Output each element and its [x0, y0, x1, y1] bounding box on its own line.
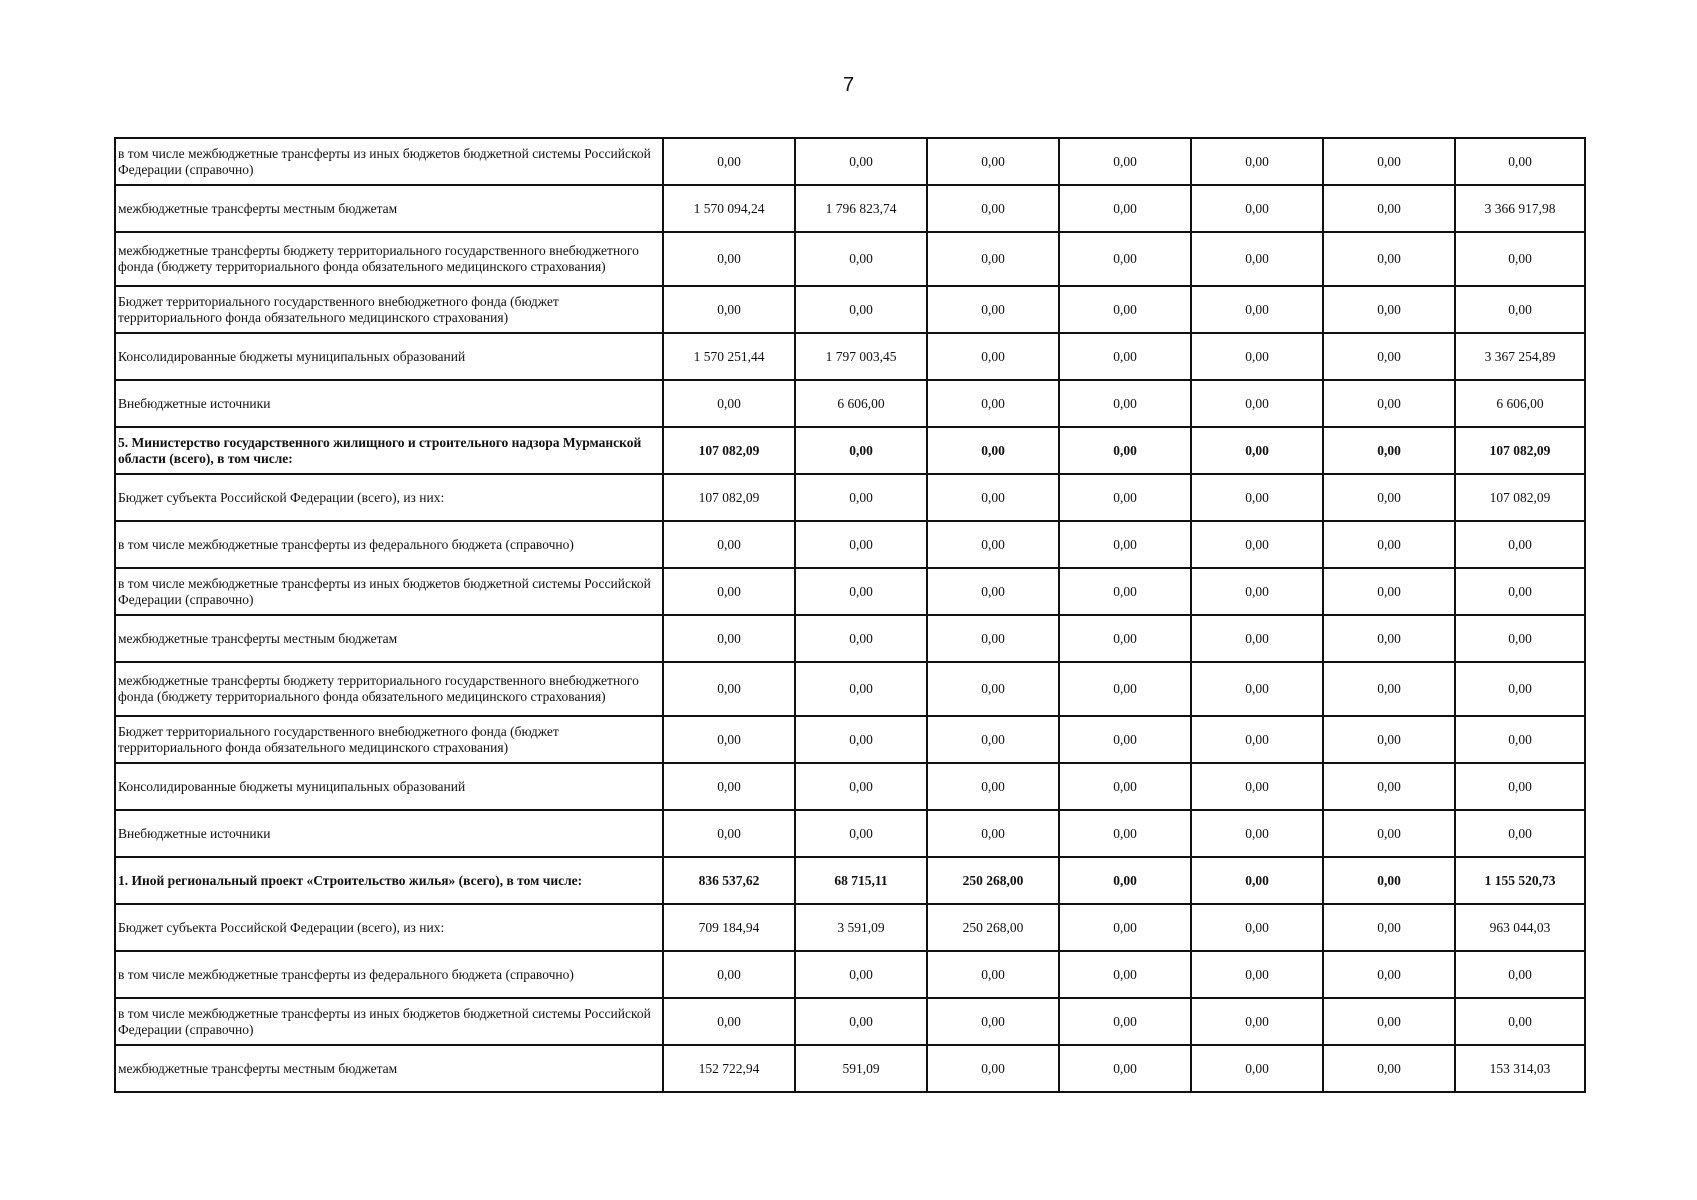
table-row	[115, 662, 1585, 716]
value-cell: 0,00	[1059, 521, 1191, 568]
value-cell: 0,00	[1059, 185, 1191, 232]
value-cell: 0,00	[1191, 1045, 1323, 1092]
value-cell: 0,00	[1323, 427, 1455, 474]
value-cell: 1 570 094,24	[663, 185, 795, 232]
value-cell: 0,00	[795, 951, 927, 998]
table-row	[115, 810, 1585, 857]
value-cell: 0,00	[927, 474, 1059, 521]
value-cell: 107 082,09	[663, 474, 795, 521]
value-cell: 0,00	[1191, 810, 1323, 857]
value-cell: 0,00	[1455, 286, 1585, 333]
value-cell: 0,00	[1059, 904, 1191, 951]
row-label: в том числе межбюджетные трансферты из иных бюджетов бюджетной системы Российской Федерации (справочно)	[115, 138, 663, 185]
value-cell: 0,00	[663, 951, 795, 998]
value-cell: 0,00	[927, 232, 1059, 286]
value-cell: 0,00	[1323, 521, 1455, 568]
value-cell: 0,00	[1323, 904, 1455, 951]
table-row	[115, 568, 1585, 615]
table-row	[115, 857, 1585, 904]
value-cell: 0,00	[1455, 521, 1585, 568]
table-row	[115, 1045, 1585, 1092]
value-cell: 0,00	[663, 380, 795, 427]
table-body	[115, 138, 1585, 1092]
value-cell: 0,00	[927, 333, 1059, 380]
value-cell: 0,00	[1323, 1045, 1455, 1092]
value-cell: 0,00	[1059, 615, 1191, 662]
value-cell: 0,00	[663, 716, 795, 763]
value-cell: 0,00	[1323, 662, 1455, 716]
value-cell: 0,00	[663, 568, 795, 615]
value-cell: 0,00	[927, 1045, 1059, 1092]
table-row	[115, 380, 1585, 427]
value-cell: 0,00	[795, 810, 927, 857]
value-cell: 0,00	[927, 763, 1059, 810]
value-cell: 0,00	[1059, 286, 1191, 333]
table-row	[115, 521, 1585, 568]
value-cell: 0,00	[1059, 662, 1191, 716]
value-cell: 0,00	[927, 286, 1059, 333]
value-cell: 3 591,09	[795, 904, 927, 951]
value-cell: 0,00	[1059, 474, 1191, 521]
budget-table	[114, 137, 1586, 1093]
value-cell: 0,00	[927, 185, 1059, 232]
row-label: в том числе межбюджетные трансферты из иных бюджетов бюджетной системы Российской Федерации (справочно)	[115, 568, 663, 615]
value-cell: 0,00	[1323, 810, 1455, 857]
value-cell: 0,00	[1059, 951, 1191, 998]
value-cell: 107 082,09	[1455, 474, 1585, 521]
value-cell: 0,00	[1191, 568, 1323, 615]
value-cell: 6 606,00	[795, 380, 927, 427]
row-label: Бюджет субъекта Российской Федерации (всего), из них:	[115, 474, 663, 521]
row-label: в том числе межбюджетные трансферты из федерального бюджета (справочно)	[115, 521, 663, 568]
value-cell: 0,00	[1455, 138, 1585, 185]
value-cell: 0,00	[795, 138, 927, 185]
value-cell: 0,00	[927, 427, 1059, 474]
value-cell: 68 715,11	[795, 857, 927, 904]
value-cell: 0,00	[795, 286, 927, 333]
value-cell: 0,00	[663, 232, 795, 286]
value-cell: 1 797 003,45	[795, 333, 927, 380]
table-row	[115, 763, 1585, 810]
value-cell: 0,00	[795, 427, 927, 474]
value-cell: 0,00	[663, 286, 795, 333]
value-cell: 963 044,03	[1455, 904, 1585, 951]
value-cell: 0,00	[1323, 568, 1455, 615]
value-cell: 0,00	[1191, 998, 1323, 1045]
row-label: межбюджетные трансферты бюджету территориального государственного внебюджетного фонда (бюджету территориального фонда обязательного медицинского страхования)	[115, 232, 663, 286]
table-row	[115, 333, 1585, 380]
value-cell: 0,00	[1059, 232, 1191, 286]
table-row	[115, 615, 1585, 662]
value-cell: 0,00	[1191, 716, 1323, 763]
value-cell: 153 314,03	[1455, 1045, 1585, 1092]
value-cell: 250 268,00	[927, 857, 1059, 904]
value-cell: 0,00	[1323, 185, 1455, 232]
value-cell: 709 184,94	[663, 904, 795, 951]
value-cell: 0,00	[1455, 951, 1585, 998]
table-row	[115, 232, 1585, 286]
value-cell: 107 082,09	[1455, 427, 1585, 474]
value-cell: 0,00	[663, 662, 795, 716]
value-cell: 0,00	[927, 716, 1059, 763]
value-cell: 0,00	[663, 810, 795, 857]
value-cell: 0,00	[795, 662, 927, 716]
value-cell: 0,00	[1059, 857, 1191, 904]
value-cell: 0,00	[1323, 763, 1455, 810]
value-cell: 0,00	[1059, 810, 1191, 857]
table-row	[115, 185, 1585, 232]
value-cell: 0,00	[1323, 380, 1455, 427]
value-cell: 0,00	[1323, 951, 1455, 998]
value-cell: 0,00	[1455, 998, 1585, 1045]
value-cell: 0,00	[663, 521, 795, 568]
row-label: Консолидированные бюджеты муниципальных образований	[115, 333, 663, 380]
row-label: межбюджетные трансферты местным бюджетам	[115, 615, 663, 662]
value-cell: 0,00	[663, 998, 795, 1045]
value-cell: 0,00	[795, 474, 927, 521]
value-cell: 0,00	[1191, 662, 1323, 716]
table-row	[115, 138, 1585, 185]
row-label: Внебюджетные источники	[115, 810, 663, 857]
value-cell: 0,00	[1191, 427, 1323, 474]
value-cell: 0,00	[1191, 333, 1323, 380]
page-number: 7	[842, 74, 855, 96]
value-cell: 0,00	[1059, 380, 1191, 427]
value-cell: 6 606,00	[1455, 380, 1585, 427]
value-cell: 591,09	[795, 1045, 927, 1092]
value-cell: 0,00	[795, 998, 927, 1045]
value-cell: 0,00	[1191, 185, 1323, 232]
value-cell: 0,00	[1191, 380, 1323, 427]
value-cell: 0,00	[1323, 286, 1455, 333]
value-cell: 0,00	[1455, 568, 1585, 615]
value-cell: 0,00	[1455, 232, 1585, 286]
value-cell: 0,00	[795, 568, 927, 615]
value-cell: 0,00	[927, 380, 1059, 427]
value-cell: 0,00	[1455, 716, 1585, 763]
value-cell: 0,00	[1455, 810, 1585, 857]
value-cell: 0,00	[1455, 615, 1585, 662]
value-cell: 0,00	[1191, 615, 1323, 662]
value-cell: 0,00	[795, 232, 927, 286]
table-row	[115, 716, 1585, 763]
value-cell: 0,00	[1059, 1045, 1191, 1092]
table-row	[115, 286, 1585, 333]
value-cell: 0,00	[1059, 568, 1191, 615]
value-cell: 0,00	[927, 662, 1059, 716]
value-cell: 0,00	[1191, 763, 1323, 810]
table-row	[115, 904, 1585, 951]
row-label: межбюджетные трансферты местным бюджетам	[115, 1045, 663, 1092]
value-cell: 0,00	[663, 763, 795, 810]
value-cell: 0,00	[1323, 615, 1455, 662]
value-cell: 0,00	[795, 521, 927, 568]
row-label: 1. Иной региональный проект «Строительство жилья» (всего), в том числе:	[115, 857, 663, 904]
value-cell: 0,00	[1455, 662, 1585, 716]
value-cell: 0,00	[1323, 998, 1455, 1045]
row-label: межбюджетные трансферты бюджету территориального государственного внебюджетного фонда (бюджету территориального фонда обязательного медицинского страхования)	[115, 662, 663, 716]
value-cell: 1 796 823,74	[795, 185, 927, 232]
value-cell: 0,00	[927, 521, 1059, 568]
value-cell: 0,00	[1191, 951, 1323, 998]
value-cell: 0,00	[795, 615, 927, 662]
value-cell: 0,00	[1323, 857, 1455, 904]
row-label: в том числе межбюджетные трансферты из иных бюджетов бюджетной системы Российской Федерации (справочно)	[115, 998, 663, 1045]
table-row	[115, 951, 1585, 998]
value-cell: 0,00	[1191, 286, 1323, 333]
value-cell: 0,00	[1323, 138, 1455, 185]
value-cell: 0,00	[927, 951, 1059, 998]
value-cell: 0,00	[1191, 857, 1323, 904]
table-row	[115, 474, 1585, 521]
value-cell: 250 268,00	[927, 904, 1059, 951]
value-cell: 0,00	[663, 615, 795, 662]
value-cell: 3 367 254,89	[1455, 333, 1585, 380]
row-label: Внебюджетные источники	[115, 380, 663, 427]
value-cell: 836 537,62	[663, 857, 795, 904]
value-cell: 0,00	[663, 138, 795, 185]
value-cell: 0,00	[795, 716, 927, 763]
value-cell: 0,00	[1191, 904, 1323, 951]
row-label: Консолидированные бюджеты муниципальных образований	[115, 763, 663, 810]
value-cell: 0,00	[1191, 138, 1323, 185]
value-cell: 1 570 251,44	[663, 333, 795, 380]
value-cell: 0,00	[927, 615, 1059, 662]
table-row	[115, 998, 1585, 1045]
value-cell: 0,00	[1455, 763, 1585, 810]
value-cell: 152 722,94	[663, 1045, 795, 1092]
row-label: Бюджет территориального государственного внебюджетного фонда (бюджет территориального фонда обязательного медицинского страхования)	[115, 716, 663, 763]
value-cell: 0,00	[1323, 474, 1455, 521]
value-cell: 0,00	[1191, 232, 1323, 286]
row-label: Бюджет территориального государственного внебюджетного фонда (бюджет территориального фонда обязательного медицинского страхования)	[115, 286, 663, 333]
value-cell: 0,00	[795, 763, 927, 810]
value-cell: 0,00	[1323, 716, 1455, 763]
value-cell: 0,00	[1323, 232, 1455, 286]
row-label: Бюджет субъекта Российской Федерации (всего), из них:	[115, 904, 663, 951]
value-cell: 0,00	[927, 568, 1059, 615]
value-cell: 1 155 520,73	[1455, 857, 1585, 904]
value-cell: 0,00	[1191, 521, 1323, 568]
row-label: межбюджетные трансферты местным бюджетам	[115, 185, 663, 232]
table-row	[115, 427, 1585, 474]
value-cell: 0,00	[1059, 716, 1191, 763]
value-cell: 0,00	[1191, 474, 1323, 521]
value-cell: 0,00	[1059, 998, 1191, 1045]
value-cell: 107 082,09	[663, 427, 795, 474]
value-cell: 0,00	[927, 138, 1059, 185]
value-cell: 0,00	[927, 810, 1059, 857]
value-cell: 0,00	[1059, 763, 1191, 810]
value-cell: 0,00	[1059, 333, 1191, 380]
row-label: 5. Министерство государственного жилищного и строительного надзора Мурманской области (всего), в том числе:	[115, 427, 663, 474]
value-cell: 0,00	[1059, 138, 1191, 185]
value-cell: 3 366 917,98	[1455, 185, 1585, 232]
value-cell: 0,00	[927, 998, 1059, 1045]
value-cell: 0,00	[1323, 333, 1455, 380]
row-label: в том числе межбюджетные трансферты из федерального бюджета (справочно)	[115, 951, 663, 998]
value-cell: 0,00	[1059, 427, 1191, 474]
